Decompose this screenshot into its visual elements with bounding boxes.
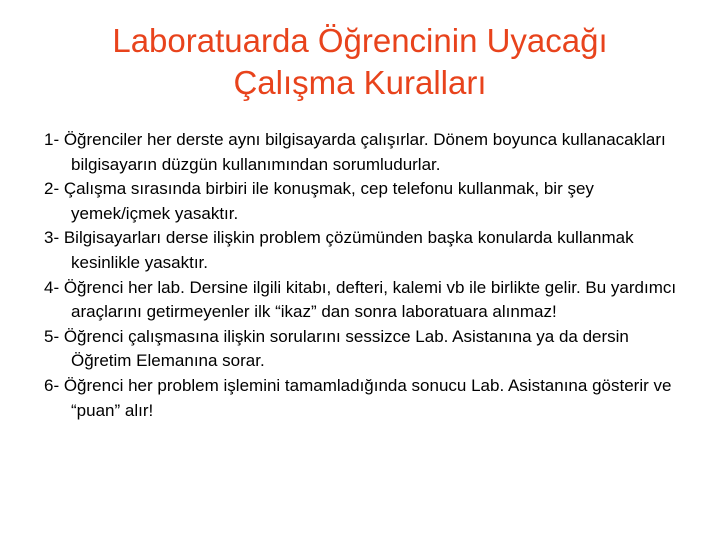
rule-item-6: 6- Öğrenci her problem işlemini tamamladığında sonucu Lab. Asistanına gösterir ve “puan” alır! bbox=[44, 375, 672, 420]
rule-item-3: 3- Bilgisayarları derse ilişkin problem çözümünden başka konularda kullanmak kesinlikle yasaktır. bbox=[44, 228, 634, 272]
slide-title-line-1: Laboratuarda Öğrencinin Uyacağı bbox=[112, 22, 608, 59]
slide-title bbox=[0, 20, 720, 104]
rule-item-2: 2- Çalışma sırasında birbiri ile konuşmak, cep telefonu kullanmak, bir şey yemek/içmek yasaktır. bbox=[44, 179, 594, 223]
rule-item-5: 5- Öğrenci çalışmasına ilişkin sorularını sessizce Lab. Asistanına ya da dersin Öğretim Elemanına sorar. bbox=[44, 326, 629, 371]
slide-title-line-2: Çalışma Kuralları bbox=[233, 64, 487, 101]
rules-list bbox=[44, 128, 694, 423]
rule-item-1: 1- Öğrenciler her derste aynı bilgisayarda çalışırlar. Dönem boyunca kullanacakları bilgisayarın düzgün kullanımından sorumludurlar. bbox=[44, 130, 666, 174]
rule-item-4: 4- Öğrenci her lab. Dersine ilgili kitabı, defteri, kalemi vb ile birlikte gelir. Bu yardımcı araçlarını getirmeyenler ilk “ikaz” dan sonra laboratuara alınmaz! bbox=[44, 277, 677, 322]
